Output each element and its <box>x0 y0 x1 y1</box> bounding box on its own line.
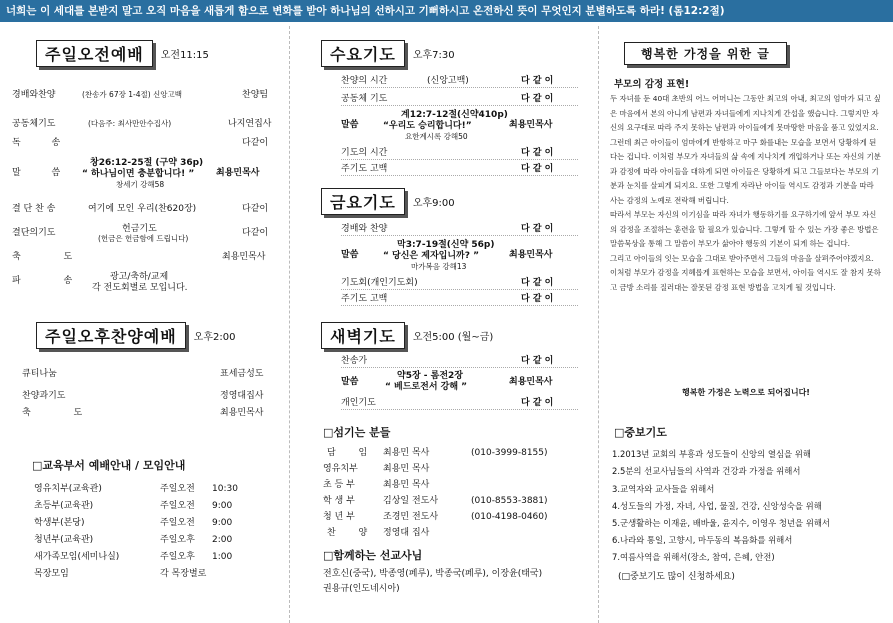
dept-day: 주일오전 <box>160 484 195 494</box>
wed-row <box>341 146 578 160</box>
wed-header <box>321 40 455 67</box>
server-row <box>291 494 598 508</box>
row-label: 독 송 <box>12 138 75 148</box>
sunday-am-title: 주일오전예배 <box>36 40 153 67</box>
row-leader: 표세금성도 <box>220 369 264 379</box>
dept-name: 초등부(교육관) <box>34 501 94 511</box>
family-title: 행복한 가정을 위한 글 <box>624 42 787 65</box>
edu-row <box>0 533 289 547</box>
sermon-title: “우리도 승리합니다!” <box>383 121 472 131</box>
row-label: 큐티나눔 <box>22 369 57 379</box>
row-leader: 찬양팀 <box>242 90 269 100</box>
row-label: 축 도 <box>22 408 103 418</box>
row-detail: 광고/축하/교제 <box>110 272 169 282</box>
prayer-item: 7.여름사역을 위해서(장소, 참여, 은혜, 안전) <box>612 552 775 562</box>
dawn-title: 새벽기도 <box>321 322 405 349</box>
server-row <box>291 446 598 460</box>
missionaries-line: 권용규(인도네시아) <box>323 584 400 594</box>
row-label: 말씀 <box>341 377 359 387</box>
row-leader: 다 같 이 <box>521 356 554 366</box>
sermon-series: 요한계시록 강해50 <box>405 132 468 141</box>
dawn-sermon-row <box>341 369 578 395</box>
row-leader: 다 같 이 <box>521 148 554 158</box>
sermon-series: 마가복음 강해13 <box>411 262 467 271</box>
server-phone: (010-4198-0460) <box>471 512 548 522</box>
wed-row <box>341 162 578 176</box>
sunday-pm-row <box>0 367 289 381</box>
edu-title: □교육부서 예배안내 / 모임안내 <box>32 459 186 472</box>
row-label: 파 송 <box>12 276 93 286</box>
column-left <box>0 26 290 623</box>
row-label: 공동체기도 <box>12 119 56 129</box>
row-leader: 최용민목사 <box>220 408 264 418</box>
missionaries-line: 전호신(중국), 박종영(페루), 박종국(페루), 이장윤(태국) <box>323 569 543 579</box>
sunday-am-row <box>0 222 289 246</box>
row-leader: 최용민목사 <box>509 250 553 260</box>
row-label: 말 씀 <box>12 168 75 178</box>
family-header <box>624 42 787 65</box>
edu-row <box>0 567 289 581</box>
server-phone: (010-3999-8155) <box>471 448 548 458</box>
family-closing: 행복한 가정은 노력으로 되어집니다! <box>682 388 810 397</box>
row-label: 찬송가 <box>341 356 368 366</box>
server-name: 김상일 전도사 <box>383 496 439 506</box>
server-role: 학 생 부 <box>323 496 355 506</box>
server-name: 조경민 전도사 <box>383 512 439 522</box>
sunday-pm-row <box>0 406 289 420</box>
sunday-am-sermon-row <box>0 156 289 192</box>
dept-name: 청년부(교육관) <box>34 535 94 545</box>
sermon-title: “ 하나님이면 충분합니다! ” <box>82 169 195 179</box>
dept-time: 10:30 <box>212 484 238 494</box>
sunday-am-row <box>0 117 289 131</box>
sunday-pm-header <box>36 322 235 349</box>
edu-row <box>0 550 289 564</box>
edu-row <box>0 499 289 513</box>
sunday-pm-row <box>0 389 289 403</box>
server-name: 최용민 목사 <box>383 480 430 490</box>
row-label: 말씀 <box>341 250 359 260</box>
row-leader: 최용민목사 <box>509 377 553 387</box>
column-middle <box>291 26 599 623</box>
fri-time: 오후9:00 <box>412 198 455 209</box>
dept-time: 9:00 <box>212 518 233 528</box>
sunday-am-row <box>0 250 289 264</box>
servers-title: □섬기는 분들 <box>323 426 391 439</box>
wed-title: 수요기도 <box>321 40 405 67</box>
dept-time: 9:00 <box>212 501 233 511</box>
server-name: 최용민 목사 <box>383 448 430 458</box>
sermon-passage: 계12:7-12절(신약410p) <box>401 110 508 120</box>
row-detail: 헌금기도 <box>122 224 157 234</box>
fri-sermon-row <box>341 238 578 274</box>
server-role: 담 임 <box>327 448 378 458</box>
banner-verse: 너희는 이 세대를 본받지 말고 오직 마음을 새롭게 함으로 변화를 받아 하나님의 선하시고 기뻐하시고 온전하신 뜻이 무엇인지 분별하도록 하라! (롬12:2절) <box>0 0 893 22</box>
article-paragraph: 두 자녀를 둔 40대 초반의 어느 어머니는 그동안 최고의 아내, 최고의 엄마가 되고 싶은 마음에서 본의 아니게 남편과 자녀들에게 지나치게 간섭을 했습니다. 그렇지만 자신의 요구대로 따라 주지 못하는 남편과 아이들에게 못마땅한 마음을 품고 있었지요. <box>610 94 881 132</box>
dept-name: 학생부(본당) <box>34 518 85 528</box>
server-role: 영유치부 <box>323 464 358 474</box>
wed-time: 오후7:30 <box>412 50 455 61</box>
prayer-item: 2.5분의 선교사님들의 사역과 건강과 가정을 위해서 <box>612 466 801 476</box>
dept-day: 주일오후 <box>160 552 195 562</box>
sermon-passage: 막3:7-19절(신약 56p) <box>397 240 495 250</box>
prayer-item: 3.교역자와 교사들을 위해서 <box>612 484 715 494</box>
sermon-passage: 약5장 - 롬전2장 <box>397 371 463 381</box>
prayer-footer: (□중보기도 많이 신청하세요) <box>618 572 735 582</box>
server-role: 찬 양 <box>327 528 378 538</box>
sunday-pm-time: 오후2:00 <box>193 332 236 343</box>
server-row <box>291 478 598 492</box>
dawn-time: 오전5:00 (월~금) <box>412 332 494 343</box>
dawn-row <box>341 396 578 410</box>
prayer-item: 5.군생활하는 이재윤, 배바울, 윤지수, 이영우 청년을 위해서 <box>612 518 831 528</box>
server-name: 정영대 집사 <box>383 528 430 538</box>
row-label: 경배와찬양 <box>12 90 56 100</box>
dept-day: 각 목장별로 <box>160 569 207 579</box>
family-subtitle: 부모의 감정 표현! <box>614 79 690 90</box>
sunday-am-row <box>0 136 289 150</box>
dept-name: 새가족모임(세미나실) <box>34 552 120 562</box>
fri-header <box>321 188 455 215</box>
missionaries-title: □함께하는 선교사님 <box>323 549 423 562</box>
row-label: 공동체 기도 <box>341 94 388 104</box>
column-right <box>600 26 893 623</box>
row-leader: 다 같 이 <box>521 164 554 174</box>
dawn-header <box>321 322 493 349</box>
server-row <box>291 462 598 476</box>
row-leader: 정영대집사 <box>220 391 264 401</box>
article-paragraph: 그런데 최근 아이들이 엄마에게 반항하고 마구 화를내는 모습을 보면서 당황하게 된다는 겁니다. 이처럼 부모가 자녀들의 삶 속에 지나치게 개입하거나 또는 자신의 기분과 감정에 따라 아이들을 대하게 되면 아이들은 당황하게 되고 그들보다는 부모의 기분과 눈치를 살피게 되지요. 또한 그렇게 자라난 아이들 역시도 감정과 기분을 따라 사는 감정의 노예로 전락해 버립니다. <box>610 137 881 205</box>
row-leader: 다 같 이 <box>521 278 554 288</box>
prayer-item: 1.2013년 교회의 부흥과 성도들이 신앙의 열심을 위해 <box>612 449 811 459</box>
row-label: 결 단 찬 송 <box>12 204 56 214</box>
wed-row <box>341 74 578 88</box>
row-note: 각 전도회별로 모입니다. <box>92 283 188 293</box>
edu-row <box>0 482 289 496</box>
row-detail: (찬송가 67장 1-4절) 신앙고백 <box>82 90 183 99</box>
row-leader: 최용민목사 <box>509 120 553 130</box>
fri-row <box>341 276 578 290</box>
server-phone: (010-8553-3881) <box>471 496 548 506</box>
row-label: 기도의 시간 <box>341 148 388 158</box>
row-leader: 다같이 <box>242 228 269 238</box>
fri-title: 금요기도 <box>321 188 405 215</box>
row-leader: 나지연집사 <box>228 119 272 129</box>
sermon-passage: 창26:12-25절 (구약 36p) <box>90 158 204 168</box>
row-label: 축 도 <box>12 252 93 262</box>
server-row <box>291 510 598 524</box>
dept-day: 주일오전 <box>160 501 195 511</box>
article-paragraph: 따라서 부모는 자신의 이기심을 따라 자녀가 행동하기를 요구하기에 앞서 부모 자신의 감정을 조절하는 훈련을 할 필요가 있습니다. 그렇게 할 수 있는 가장 좋은 방법은 말씀묵상을 통해 그 말씀이 부모가 삶아야 행동의 기본이 되게 하는 겁니다. <box>610 210 879 248</box>
sunday-am-time: 오전11:15 <box>160 50 209 61</box>
fri-row <box>341 292 578 306</box>
dept-time: 2:00 <box>212 535 233 545</box>
edu-row <box>0 516 289 530</box>
sermon-series: 창세기 강해58 <box>116 180 165 189</box>
sunday-am-row <box>0 270 289 296</box>
prayer-title: □중보기도 <box>614 426 667 439</box>
server-role: 청 년 부 <box>323 512 355 522</box>
wed-sermon-row <box>341 108 578 144</box>
row-leader: 다 같 이 <box>521 94 554 104</box>
row-leader: 최용민목사 <box>222 252 266 262</box>
dawn-row <box>341 354 578 368</box>
fri-row <box>341 222 578 236</box>
row-detail: 여기에 모인 우리(찬620장) <box>88 204 197 214</box>
row-leader: 다 같 이 <box>521 294 554 304</box>
row-label: 개인기도 <box>341 398 376 408</box>
sunday-am-row <box>0 202 289 216</box>
family-article <box>610 92 882 295</box>
dept-time: 1:00 <box>212 552 233 562</box>
dept-name: 영유치부(교육관) <box>34 484 102 494</box>
row-label: 경배와 찬양 <box>341 224 388 234</box>
row-leader: 다 같 이 <box>521 76 554 86</box>
server-row <box>291 526 598 540</box>
wed-row <box>341 92 578 106</box>
sunday-am-header <box>36 40 209 67</box>
sermon-title: “ 당신은 제자입니까? ” <box>383 251 480 261</box>
row-leader: 다 같 이 <box>521 224 554 234</box>
row-detail: (신앙고백) <box>427 76 469 86</box>
row-leader: 다같이 <box>242 138 269 148</box>
sermon-title: “ 베드로전서 강해 ” <box>385 382 468 392</box>
row-label: 찬양의 시간 <box>341 76 388 86</box>
prayer-item: 4.성도들의 가정, 자녀, 사업, 물질, 건강, 신앙성숙을 위해 <box>612 501 822 511</box>
row-label: 찬양과기도 <box>22 391 66 401</box>
server-role: 초 등 부 <box>323 480 355 490</box>
dept-day: 주일오후 <box>160 535 195 545</box>
row-label: 주기도 고백 <box>341 294 388 304</box>
sunday-pm-title: 주일오후찬양예배 <box>36 322 186 349</box>
row-leader: 다 같 이 <box>521 398 554 408</box>
server-name: 최용민 목사 <box>383 464 430 474</box>
row-label: 주기도 고백 <box>341 164 388 174</box>
prayer-item: 6.나라와 통일, 고향시, 마두동의 복음화를 위해서 <box>612 535 793 545</box>
row-leader: 최용민목사 <box>216 168 260 178</box>
dept-name: 목장모임 <box>34 569 69 579</box>
row-detail: (다음주: 최사만안수집사) <box>88 119 172 128</box>
row-leader: 다같이 <box>242 204 269 214</box>
row-label: 결단의기도 <box>12 228 56 238</box>
sunday-am-row <box>0 88 289 102</box>
dept-day: 주일오전 <box>160 518 195 528</box>
row-note: (헌금은 헌금함에 드립니다) <box>98 234 189 243</box>
article-paragraph: 그리고 아이들의 잇는 모습을 그대로 받아주면서 그들의 마음을 살펴주어야겠지요. 이처럼 부모가 감정을 지혜롭게 표현하는 모습을 보면서, 아이들 역시도 잘 참지 못하고 금방 소리를 질러대는 잘못된 감정 표현 방법을 고치게 될 것입니다. <box>610 253 881 292</box>
row-label: 말씀 <box>341 120 359 130</box>
row-label: 기도회(개인기도회) <box>341 278 418 288</box>
